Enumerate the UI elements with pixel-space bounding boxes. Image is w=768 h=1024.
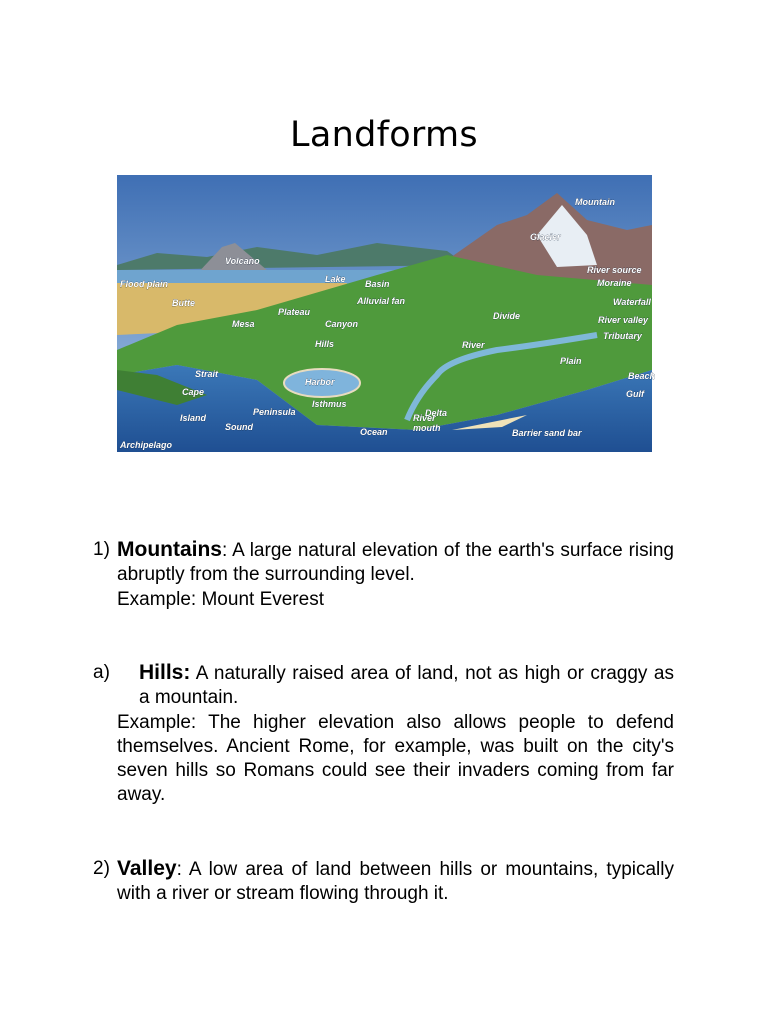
label-river-source: River source	[587, 265, 642, 275]
list-item-hills	[93, 661, 674, 808]
landforms-illustration	[117, 175, 656, 452]
label-glacier: Glacier	[530, 232, 561, 242]
label-plateau: Plateau	[278, 307, 311, 317]
label-alluvial-fan: Alluvial fan	[357, 296, 406, 306]
label-river-valley: River valley	[598, 315, 649, 325]
list-number: a)	[93, 662, 110, 683]
label-river-mouth: River	[413, 413, 436, 423]
label-river: River	[462, 340, 485, 350]
label-beach: Beach	[628, 371, 656, 381]
label-hills: Hills	[315, 339, 335, 349]
label-harbor: Harbor	[305, 377, 335, 387]
example: Example: Mount Everest	[117, 588, 324, 610]
definition: A naturally raised area of land, not as high or craggy as a mountain.	[139, 663, 674, 709]
label-lake: Lake	[325, 274, 346, 284]
label-sound: Sound	[225, 422, 253, 432]
label-ocean: Ocean	[360, 427, 388, 437]
definition: : A low area of land between hills or mountains, typically with a river or stream flowing through it.	[117, 859, 674, 905]
term-mountains: Mountains	[117, 538, 222, 561]
list-number: 1)	[93, 539, 110, 560]
label-divide: Divide	[493, 311, 521, 321]
definition: : A large natural elevation of the earth's surface rising abruptly from the surrounding level.	[117, 540, 674, 586]
label-butte: Butte	[172, 298, 195, 308]
list-item-mountains	[93, 538, 674, 612]
label-waterfall: Waterfall	[613, 297, 651, 307]
label-mountain: Mountain	[575, 197, 615, 207]
term-hills: Hills:	[139, 661, 191, 684]
label-cape: Cape	[182, 387, 205, 397]
list-number: 2)	[93, 858, 110, 879]
label-plain: Plain	[560, 356, 582, 366]
label-island: Island	[180, 413, 207, 423]
label-peninsula: Peninsula	[253, 407, 296, 417]
label-volcano: Volcano	[225, 256, 260, 266]
label-delta: Delta	[425, 408, 448, 418]
label-river-mouth-2: mouth	[413, 423, 441, 433]
label-archipelago: Archipelago	[120, 440, 173, 450]
label-tributary: Tributary	[603, 331, 642, 341]
term-valley: Valley	[117, 857, 177, 880]
list-item-valley	[93, 857, 674, 907]
label-strait: Strait	[195, 369, 219, 379]
label-moraine: Moraine	[597, 278, 632, 288]
page-title: Landforms	[290, 115, 478, 156]
example: Example: The higher elevation also allows people to defend themselves. Ancient Rome, for example, was built on the city's seven hills so Romans could see their invaders coming from far away.	[117, 711, 674, 806]
label-mesa: Mesa	[232, 319, 255, 329]
label-canyon: Canyon	[325, 319, 359, 329]
label-flood-plain: Flood plain	[120, 279, 168, 289]
label-isthmus: Isthmus	[312, 399, 347, 409]
label-basin: Basin	[365, 279, 390, 289]
label-barrier-sand-bar: Barrier sand bar	[512, 428, 582, 438]
label-gulf: Gulf	[626, 389, 644, 399]
